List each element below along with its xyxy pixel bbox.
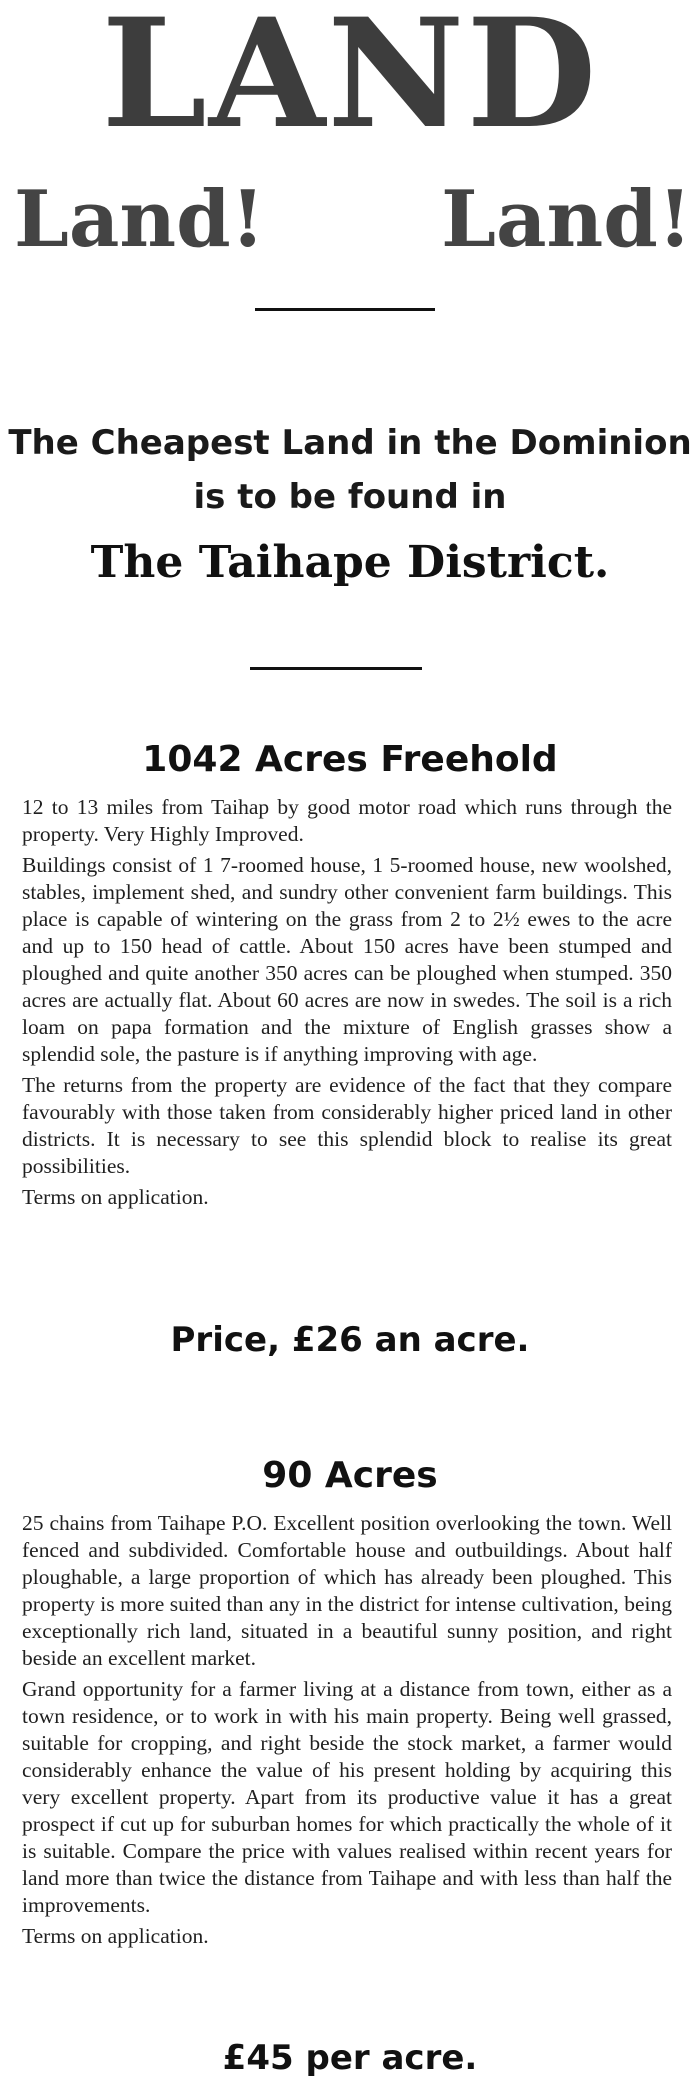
- sub-headline-word-1: Land!: [14, 174, 265, 265]
- listing-2-paragraph-2: Grand opportunity for a farmer living at a distance from town, either as a town residence, or to work in with his main property. Being well grassed, suitable for cropping, and right beside the stock market, a farmer would considerably enhance the value of his present holding by acquiring this very excellent property. Apart from its productive value it has a great prospect if cut up for suburban homes for which practically the whole of it is suitable. Compare the price with values realised within recent years for land more than twice the distance from Taihape and with less than half the improvements.: [22, 1677, 672, 1917]
- headline: LAND: [101, 0, 599, 162]
- tagline-line-1: The Cheapest Land in the Dominion: [8, 423, 692, 463]
- district-heading: The Taihape District.: [90, 537, 610, 588]
- listing-1-body: [22, 794, 672, 1211]
- listing-1-title: 1042 Acres Freehold: [142, 739, 558, 780]
- listing-1-paragraph-2: Buildings consist of 1 7-roomed house, 1 5-roomed house, new woolshed, stables, implement shed, and sundry other convenient farm buildings. This place is capable of wintering on the grass from 2 to 2½ ewes to the acre and up to 150 head of cattle. About 150 acres have been stumped and ploughed and quite another 350 acres can be ploughed when stumped. 350 acres are actually flat. About 60 acres are now in swedes. The soil is a rich loam on papa formation and the mixture of English grasses show a splendid sole, the pasture is if anything improving with age.: [22, 853, 672, 1066]
- listing-2-body: [22, 1510, 672, 1950]
- listing-1-terms: Terms on application.: [22, 1185, 209, 1209]
- sub-headline-word-2: Land!: [441, 174, 692, 265]
- listing-2-price: £45 per acre.: [222, 2038, 478, 2078]
- listing-1-price: Price, £26 an acre.: [170, 1320, 530, 1360]
- listing-2-terms: Terms on application.: [22, 1924, 209, 1948]
- listing-1-paragraph-1: 12 to 13 miles from Taihap by good motor road which runs through the property. Very Highly Improved.: [22, 795, 672, 846]
- listing-2-paragraph-1: 25 chains from Taihape P.O. Excellent position overlooking the town. Well fenced and subdivided. Comfortable house and outbuildings. About half ploughable, a large proportion of which has already been ploughed. This property is more suited than any in the district for intense cultivation, being exceptionally rich land, situated in a beautiful sunny position, and right beside an excellent market.: [22, 1511, 672, 1670]
- divider-1: [255, 308, 435, 311]
- divider-2: [250, 667, 422, 670]
- listing-2-title: 90 Acres: [262, 1455, 438, 1496]
- sub-headline: [0, 170, 700, 270]
- tagline-line-2: is to be found in: [193, 477, 507, 517]
- listing-1-paragraph-3: The returns from the property are evidence of the fact that they compare favourably with those taken from considerably higher priced land in other districts. It is necessary to see this splendid block to realise its great possibilities.: [22, 1073, 672, 1178]
